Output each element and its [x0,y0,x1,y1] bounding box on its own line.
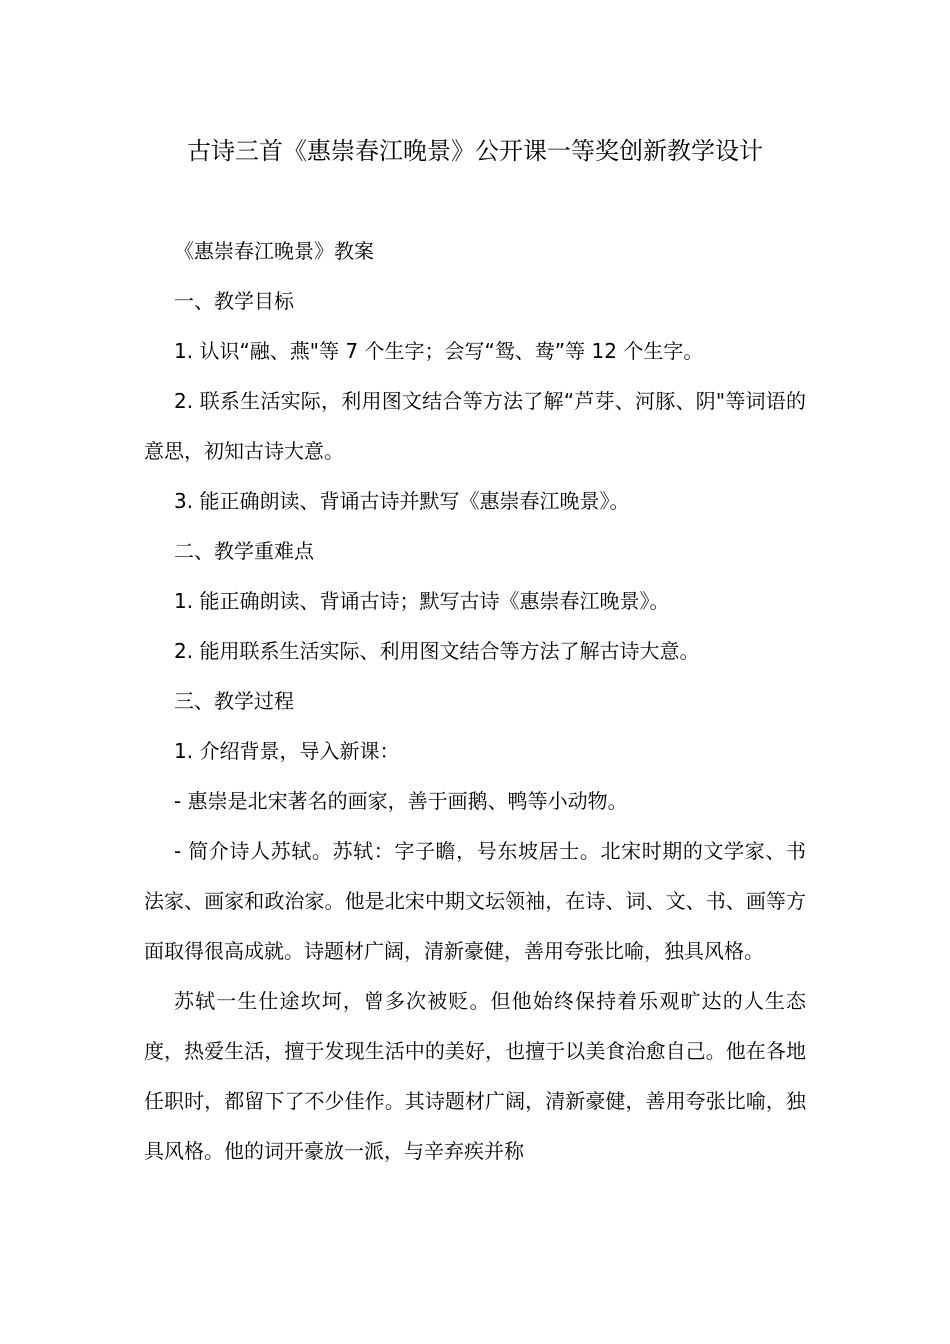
objective-item-3: 3. 能正确朗读、背诵古诗并默写《惠崇春江晚景》。 [174,489,630,513]
process-step-1: 1. 介绍背景，导入新课： [174,739,400,763]
document-body [144,226,806,1176]
document-title: 古诗三首《惠崇春江晚景》公开课一等奖创新教学设计 [187,137,763,165]
objective-item-1: 1. 认识“融、燕"等 7 个生字；会写“鸳、鸯”等 12 个生字。 [174,339,704,363]
process-bullet-sushi: - 简介诗人苏轼。苏轼：字子瞻，号东坡居士。北宋时期的文学家、书法家、画家和政治家。他是北宋中期文坛领袖，在诗、词、文、书、画等方面取得很高成就。诗题材广阔，清新豪健，善用夸张比喻，独具风格。 [144,839,806,963]
lesson-plan-heading: 《惠崇春江晚景》教案 [174,239,374,263]
key-point-item-1: 1. 能正确朗读、背诵古诗；默写古诗《惠崇春江晚景》。 [174,589,670,613]
section-heading-key-points: 二、教学重难点 [174,539,314,563]
process-bullet-huichong: - 惠崇是北宋著名的画家，善于画鹅、鸭等小动物。 [174,789,628,813]
objective-item-2: 2. 联系生活实际，利用图文结合等方法了解“芦芽、河豚、阴"等词语的意思，初知古诗大意。 [144,389,806,463]
section-heading-objectives: 一、教学目标 [174,289,294,313]
sushi-biography-paragraph: 苏轼一生仕途坎坷，曾多次被贬。但他始终保持着乐观旷达的人生态度，热爱生活，擅于发现生活中的美好，也擅于以美食治愈自己。他在各地任职时，都留下了不少佳作。其诗题材广阔，清新豪健，善用夸张比喻，独具风格。他的词开豪放一派，与辛弃疾并称 [144,989,806,1163]
key-point-item-2: 2. 能用联系生活实际、利用图文结合等方法了解古诗大意。 [174,639,700,663]
section-heading-process: 三、教学过程 [174,689,294,713]
